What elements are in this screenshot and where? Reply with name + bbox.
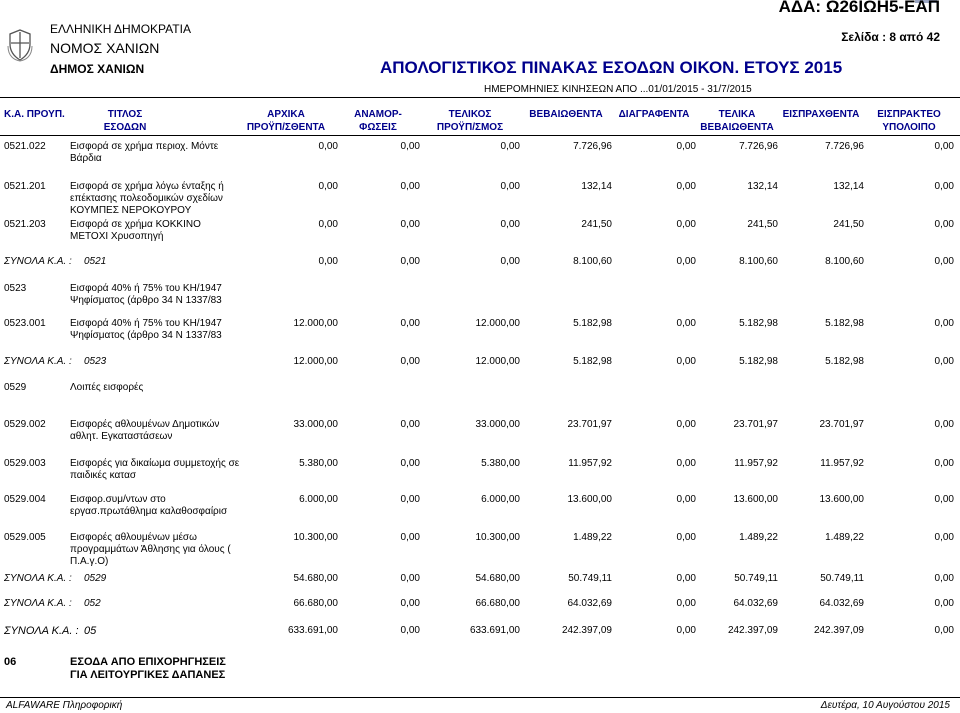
row-value: 23.701,97 bbox=[819, 419, 864, 430]
col-remaining-header: ΕΙΣΠΡΑΚΤΕΟ ΥΠΟΛΟΙΠΟ bbox=[877, 109, 941, 133]
row-value: 50.749,11 bbox=[568, 573, 612, 584]
row-value: 5.380,00 bbox=[481, 458, 520, 469]
row-code: 0529.005 bbox=[4, 532, 46, 543]
row-value: 0,00 bbox=[400, 625, 420, 636]
row-value: 64.032,69 bbox=[819, 598, 864, 609]
row-value: 0,00 bbox=[934, 573, 954, 584]
row-title: Εισφορές αθλουμένων Δημοτικών αθλητ. Εγκαταστάσεων bbox=[70, 419, 220, 442]
row-value: 13.600,00 bbox=[567, 494, 612, 505]
row-code: 0523 bbox=[4, 283, 27, 294]
row-value: 0,00 bbox=[676, 318, 696, 329]
row-value: 12.000,00 bbox=[293, 356, 338, 367]
row-value: 0,00 bbox=[676, 181, 696, 192]
row-title: Εισφορές αθλουμένων μέσω προγραμμάτων Άθλησης για όλους ( Π.Α.γ.Ο) bbox=[70, 532, 231, 567]
republic-label: ΕΛΛΗΝΙΚΗ ΔΗΜΟΚΡΑΤΙΑ bbox=[50, 22, 191, 36]
total-row-label: ΣΥΝΟΛΑ Κ.Α. : bbox=[4, 598, 72, 609]
row-value: 5.182,98 bbox=[825, 356, 864, 367]
col-collected-header: ΕΙΣΠΡΑΧΘΕΝΤΑ bbox=[782, 109, 860, 120]
row-code: 0529.004 bbox=[4, 494, 46, 505]
row-code: 0521.022 bbox=[4, 141, 46, 152]
row-value: 5.182,98 bbox=[573, 318, 612, 329]
row-value: 0,00 bbox=[400, 573, 420, 584]
row-value: 11.957,92 bbox=[568, 458, 612, 469]
date-range: ΗΜΕΡΟΜΗΝΙΕΣ ΚΙΝΗΣΕΩΝ ΑΠΟ ...01/01/2015 - 31/7/2015 bbox=[484, 84, 752, 95]
total-row-code: 052 bbox=[84, 598, 101, 609]
row-code: 0529 bbox=[4, 382, 27, 393]
row-value: 13.600,00 bbox=[819, 494, 864, 505]
col-code-header: Κ.Α. ΠΡΟΥΠ. bbox=[4, 109, 65, 120]
total-row-label: ΣΥΝΟΛΑ Κ.Α. : bbox=[4, 256, 72, 267]
row-code: 0529.003 bbox=[4, 458, 46, 469]
total-row-label: ΣΥΝΟΛΑ Κ.Α. : bbox=[4, 625, 79, 637]
row-value: 0,00 bbox=[400, 458, 420, 469]
row-value: 0,00 bbox=[400, 419, 420, 430]
row-value: 633.691,00 bbox=[469, 625, 520, 636]
col-title-header: ΤΙΤΛΟΣ ΕΣΟΔΩΝ bbox=[103, 109, 147, 133]
row-value: 0,00 bbox=[400, 318, 420, 329]
prefecture-label: ΝΟΜΟΣ ΧΑΝΙΩΝ bbox=[50, 40, 160, 56]
footer-rule bbox=[0, 697, 960, 698]
row-value: 0,00 bbox=[400, 141, 420, 152]
row-value: 0,00 bbox=[400, 219, 420, 230]
row-value: 0,00 bbox=[676, 458, 696, 469]
col-certified-header: ΒΕΒΑΙΩΘΕΝΤΑ bbox=[529, 109, 603, 120]
row-value: 0,00 bbox=[400, 598, 420, 609]
row-code: 0529.002 bbox=[4, 419, 46, 430]
row-value: 12.000,00 bbox=[475, 318, 520, 329]
col-transfers-header: ΑΝΑΜΟΡ- ΦΩΣΕΙΣ bbox=[354, 109, 402, 133]
row-title: Εισφορά 40% ή 75% του ΚΗ/1947 Ψηφίσματος (άρθρο 34 Ν 1337/83 bbox=[70, 283, 222, 306]
row-value: 0,00 bbox=[400, 181, 420, 192]
row-value: 242.397,09 bbox=[561, 625, 612, 636]
total-row-label: ΣΥΝΟΛΑ Κ.Α. : bbox=[4, 356, 72, 367]
report-title: ΑΠΟΛΟΓΙΣΤΙΚΟΣ ΠΙΝΑΚΑΣ ΕΣΟΔΩΝ ΟΙΚΟΝ. ΕΤΟΥΣ 2015 bbox=[380, 58, 843, 77]
row-value: 0,00 bbox=[676, 219, 696, 230]
row-value: 0,00 bbox=[676, 573, 696, 584]
row-value: 0,00 bbox=[400, 494, 420, 505]
row-value: 12.000,00 bbox=[475, 356, 520, 367]
row-value: 0,00 bbox=[934, 598, 954, 609]
total-row-code: 05 bbox=[84, 625, 97, 637]
row-value: 23.701,97 bbox=[567, 419, 612, 430]
row-title: Εισφορά σε χρήμα περιοχ. Μόντε Βάρδια bbox=[70, 141, 219, 164]
row-title: Εισφορές για δικαίωμα συμμετοχής σε παιδικές κατασ bbox=[70, 458, 240, 481]
row-value: 0,00 bbox=[934, 318, 954, 329]
row-value: 0,00 bbox=[318, 256, 338, 267]
coat-of-arms-icon bbox=[6, 28, 34, 62]
row-value: 0,00 bbox=[676, 141, 696, 152]
row-value: 12.000,00 bbox=[293, 318, 338, 329]
row-title: Εισφορ.συμ/ντων στο εργασ.πρωτάθλημα καλαθοσφαίρισ bbox=[70, 494, 228, 517]
row-value: 8.100,60 bbox=[573, 256, 612, 267]
col-final-certified-header: ΤΕΛΙΚΑ ΒΕΒΑΙΩΘΕΝΤΑ bbox=[700, 109, 774, 133]
row-value: 0,00 bbox=[676, 625, 696, 636]
row-value: 242.397,09 bbox=[727, 625, 778, 636]
total-row-code: 0529 bbox=[84, 573, 107, 584]
row-value: 0,00 bbox=[676, 598, 696, 609]
row-value: 7.726,96 bbox=[573, 141, 612, 152]
row-value: 64.032,69 bbox=[567, 598, 612, 609]
row-value: 5.380,00 bbox=[299, 458, 338, 469]
row-value: 633.691,00 bbox=[287, 625, 338, 636]
row-title: Εισφορά σε χρήμα λόγω ένταξης ή επέκτασης πολεοδομικών σχεδίων ΚΟΥΜΠΕΣ ΝΕΡΟΚΟΥΡΟΥ bbox=[70, 181, 224, 216]
row-value: 0,00 bbox=[318, 181, 338, 192]
page-indicator: Σελίδα : 8 από 42 bbox=[841, 30, 940, 44]
row-value: 10.300,00 bbox=[293, 532, 338, 543]
row-value: 0,00 bbox=[934, 419, 954, 430]
row-value: 6.000,00 bbox=[299, 494, 338, 505]
row-value: 0,00 bbox=[934, 141, 954, 152]
row-value: 8.100,60 bbox=[825, 256, 864, 267]
row-code: 06 bbox=[4, 656, 17, 668]
col-deleted-header: ΔΙΑΓΡΑΦΕΝΤΑ bbox=[618, 109, 690, 120]
row-value: 66.680,00 bbox=[293, 598, 338, 609]
total-row-label: ΣΥΝΟΛΑ Κ.Α. : bbox=[4, 573, 72, 584]
row-value: 50.749,11 bbox=[734, 573, 778, 584]
row-value: 0,00 bbox=[676, 256, 696, 267]
row-value: 6.000,00 bbox=[481, 494, 520, 505]
row-value: 5.182,98 bbox=[825, 318, 864, 329]
row-value: 5.182,98 bbox=[573, 356, 612, 367]
row-value: 0,00 bbox=[500, 181, 520, 192]
row-value: 0,00 bbox=[500, 141, 520, 152]
row-value: 0,00 bbox=[318, 141, 338, 152]
row-value: 23.701,97 bbox=[733, 419, 778, 430]
row-value: 33.000,00 bbox=[475, 419, 520, 430]
row-value: 0,00 bbox=[934, 219, 954, 230]
row-value: 54.680,00 bbox=[293, 573, 338, 584]
row-value: 64.032,69 bbox=[733, 598, 778, 609]
total-row-code: 0521 bbox=[84, 256, 107, 267]
row-value: 1.489,22 bbox=[825, 532, 864, 543]
row-value: 13.600,00 bbox=[733, 494, 778, 505]
row-value: 132,14 bbox=[833, 181, 864, 192]
footer-vendor: ALFAWARE Πληροφορική bbox=[6, 700, 123, 711]
header-top-rule bbox=[0, 97, 960, 98]
row-value: 0,00 bbox=[400, 532, 420, 543]
row-value: 242.397,09 bbox=[813, 625, 864, 636]
total-row-code: 0523 bbox=[84, 356, 107, 367]
row-title: Εισφορά 40% ή 75% του ΚΗ/1947 Ψηφίσματος (άρθρο 34 Ν 1337/83 bbox=[70, 318, 222, 341]
row-code: 0523.001 bbox=[4, 318, 46, 329]
row-value: 66.680,00 bbox=[475, 598, 520, 609]
row-value: 132,14 bbox=[747, 181, 778, 192]
row-value: 5.182,98 bbox=[739, 356, 778, 367]
row-value: 0,00 bbox=[934, 532, 954, 543]
row-value: 241,50 bbox=[581, 219, 612, 230]
footer-date: Δευτέρα, 10 Αυγούστου 2015 bbox=[820, 700, 950, 711]
row-title: ΕΣΟΔΑ ΑΠΟ ΕΠΙΧΟΡΗΓΗΣΕΙΣ ΓΙΑ ΛΕΙΤΟΥΡΓΙΚΕΣ ΔΑΠΑΝΕΣ bbox=[70, 656, 226, 681]
row-value: 241,50 bbox=[833, 219, 864, 230]
row-value: 0,00 bbox=[318, 219, 338, 230]
row-value: 50.749,11 bbox=[820, 573, 864, 584]
row-value: 33.000,00 bbox=[293, 419, 338, 430]
row-value: 0,00 bbox=[934, 494, 954, 505]
row-value: 1.489,22 bbox=[573, 532, 612, 543]
row-value: 5.182,98 bbox=[739, 318, 778, 329]
row-value: 0,00 bbox=[400, 256, 420, 267]
row-value: 0,00 bbox=[676, 356, 696, 367]
row-value: 0,00 bbox=[676, 419, 696, 430]
row-value: 0,00 bbox=[934, 256, 954, 267]
row-value: 11.957,92 bbox=[820, 458, 864, 469]
row-value: 10.300,00 bbox=[475, 532, 520, 543]
row-value: 0,00 bbox=[934, 181, 954, 192]
row-code: 0521.201 bbox=[4, 181, 46, 192]
row-value: 0,00 bbox=[934, 356, 954, 367]
row-title: Εισφορά σε χρήμα ΚΟΚΚΙΝΟ ΜΕΤΟΧΙ Χρυσοπηγή bbox=[70, 219, 201, 242]
row-value: 241,50 bbox=[747, 219, 778, 230]
row-value: 132,14 bbox=[581, 181, 612, 192]
row-code: 0521.203 bbox=[4, 219, 46, 230]
header-bottom-rule bbox=[0, 135, 960, 136]
ada-code: ΑΔΑ: Ω26ΙΩΗ5-ΕΑΠ bbox=[778, 0, 940, 16]
row-value: 0,00 bbox=[676, 532, 696, 543]
row-value: 7.726,96 bbox=[739, 141, 778, 152]
row-value: 0,00 bbox=[934, 625, 954, 636]
municipality-label: ΔΗΜΟΣ ΧΑΝΙΩΝ bbox=[50, 62, 145, 76]
row-value: 8.100,60 bbox=[739, 256, 778, 267]
col-initial-header: ΑΡΧΙΚΑ ΠΡΟΫΠ/ΣΘΕΝΤΑ bbox=[246, 109, 326, 133]
row-value: 54.680,00 bbox=[475, 573, 520, 584]
row-value: 7.726,96 bbox=[825, 141, 864, 152]
row-value: 0,00 bbox=[676, 494, 696, 505]
row-value: 0,00 bbox=[400, 356, 420, 367]
row-value: 1.489,22 bbox=[739, 532, 778, 543]
row-value: 0,00 bbox=[500, 256, 520, 267]
row-value: 0,00 bbox=[500, 219, 520, 230]
row-value: 0,00 bbox=[934, 458, 954, 469]
row-title: Λοιπές εισφορές bbox=[70, 382, 144, 393]
row-value: 11.957,92 bbox=[734, 458, 778, 469]
col-final-header: ΤΕΛΙΚΟΣ ΠΡΟΫΠ/ΣΜΟΣ bbox=[436, 109, 504, 133]
